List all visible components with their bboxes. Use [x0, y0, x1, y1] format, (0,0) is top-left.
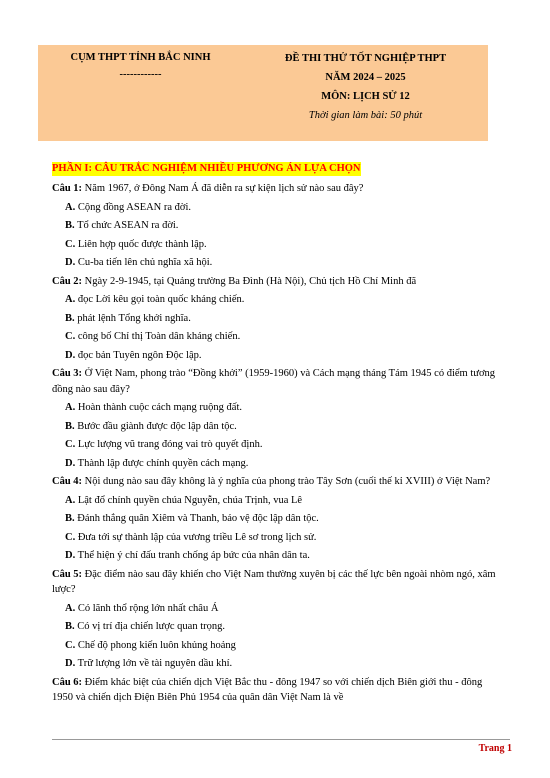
answer-option — [65, 200, 502, 216]
option-text: đọc Lời kêu gọi toàn quốc kháng chiến. — [75, 294, 245, 305]
option-text: Hoàn thành cuộc cách mạng ruộng đất. — [75, 402, 242, 413]
question-text: Điểm khác biệt của chiến dịch Việt Bắc thu - đông 1947 so với chiến dịch Biên giới thu - đông 1950 và chiến dịch Điện Biên Phủ 1954 của quân dân Việt Nam là về — [52, 676, 483, 703]
answer-option — [65, 493, 502, 509]
option-text: Lực lượng vũ trang đóng vai trò quyết định. — [75, 439, 263, 450]
option-letter: A. — [65, 494, 76, 506]
answer-option — [65, 348, 502, 364]
option-letter: D. — [65, 550, 76, 561]
option-letter: A. — [65, 602, 76, 614]
option-letter: B. — [65, 513, 75, 524]
answer-option — [65, 419, 502, 435]
exam-duration: Thời gian làm bài: 50 phút — [308, 110, 423, 121]
option-letter: B. — [65, 621, 75, 632]
header-left — [38, 49, 243, 83]
question-2 — [52, 274, 502, 290]
option-text: Có lãnh thổ rộng lớn nhất châu Á — [75, 602, 219, 614]
answer-option — [65, 619, 502, 635]
answer-option — [65, 548, 502, 564]
exam-content — [52, 162, 502, 709]
answer-option — [65, 638, 502, 654]
footer-divider — [52, 739, 510, 740]
exam-header — [38, 45, 488, 141]
answer-option — [65, 511, 502, 527]
option-letter: D. — [65, 457, 76, 469]
question-label: Câu 6: — [52, 676, 83, 688]
exam-year: NĂM 2024 – 2025 — [325, 72, 406, 83]
answer-option — [65, 456, 502, 472]
exam-title: ĐỀ THI THỬ TỐT NGHIỆP THPT — [284, 53, 447, 64]
question-label: Câu 5: — [52, 568, 83, 580]
question-label: Câu 2: — [52, 275, 83, 287]
header-divider: ------------ — [119, 69, 162, 80]
option-letter: B. — [65, 312, 75, 324]
answer-option — [65, 218, 502, 234]
question-text: Năm 1967, ở Đông Nam Á đã diễn ra sự kiện lịch sử nào sau đây? — [82, 183, 364, 194]
option-text: Có vị trí địa chiến lược quan trọng. — [74, 621, 225, 632]
option-text: Lật đổ chính quyền chúa Nguyễn, chúa Trịnh, vua Lê — [75, 494, 303, 506]
answer-option — [65, 292, 502, 308]
option-letter: C. — [65, 439, 76, 450]
question-text: Đặc điểm nào sau đây khiến cho Việt Nam thường xuyên bị các thế lực bên ngoài nhòm ngó, xâm lược? — [52, 568, 496, 595]
question-text: Ở Việt Nam, phong trào “Đồng khởi” (1959-1960) và Cách mạng tháng Tám 1945 có điểm tương đồng nào sau đây? — [52, 368, 495, 395]
question-1 — [52, 181, 502, 197]
option-letter: B. — [65, 220, 75, 231]
option-text: Bước đầu giành được độc lập dân tộc. — [74, 420, 237, 432]
option-letter: B. — [65, 420, 75, 432]
option-letter: D. — [65, 658, 76, 669]
option-text: Liên hợp quốc được thành lập. — [75, 238, 207, 250]
option-text: công bố Chỉ thị Toàn dân kháng chiến. — [75, 331, 241, 342]
option-text: đọc bản Tuyên ngôn Độc lập. — [75, 349, 202, 361]
option-text: Thể hiện ý chí đấu tranh chống áp bức của nhân dân ta. — [75, 550, 310, 561]
question-5 — [52, 567, 502, 598]
option-text: Đưa tới sự thành lập của vương triều Lê sơ trong lịch sử. — [75, 531, 317, 543]
option-letter: D. — [65, 257, 76, 268]
question-6 — [52, 675, 502, 706]
page-number: Trang 1 — [478, 743, 512, 754]
question-label: Câu 1: — [52, 183, 83, 194]
question-label: Câu 4: — [52, 476, 83, 487]
option-text: phát lệnh Tổng khởi nghĩa. — [74, 312, 191, 324]
option-letter: A. — [65, 402, 76, 413]
answer-option — [65, 400, 502, 416]
option-text: Đánh thắng quân Xiêm và Thanh, bảo vệ độc lập dân tộc. — [74, 513, 319, 524]
question-label: Câu 3: — [52, 368, 83, 379]
answer-option — [65, 437, 502, 453]
question-text: Nội dung nào sau đây không là ý nghĩa của phong trào Tây Sơn (cuối thế kỉ XVIII) ở Việt Nam? — [82, 476, 491, 487]
answer-option — [65, 601, 502, 617]
question-list — [52, 181, 502, 706]
option-letter: A. — [65, 201, 76, 213]
answer-option — [65, 237, 502, 253]
option-text: Tổ chức ASEAN ra đời. — [74, 220, 179, 231]
option-text: Thành lập được chính quyền cách mạng. — [75, 457, 249, 469]
question-text: Ngày 2-9-1945, tại Quảng trường Ba Đình (Hà Nội), Chủ tịch Hồ Chí Minh đã — [82, 275, 417, 287]
answer-option — [65, 255, 502, 271]
exam-subject: MÔN: LỊCH SỬ 12 — [321, 91, 410, 102]
option-text: Trữ lượng lớn về tài nguyên dầu khí. — [75, 658, 233, 669]
option-letter: C. — [65, 238, 76, 250]
option-text: Cu-ba tiến lên chủ nghĩa xã hội. — [75, 257, 213, 268]
question-4 — [52, 474, 502, 490]
option-letter: A. — [65, 294, 76, 305]
option-letter: D. — [65, 349, 76, 361]
answer-option — [65, 329, 502, 345]
school-cluster-name: CỤM THPT TỈNH BẮC NINH — [70, 52, 211, 63]
question-3 — [52, 366, 502, 397]
answer-option — [65, 311, 502, 327]
option-letter: C. — [65, 639, 76, 651]
answer-option — [65, 656, 502, 672]
answer-option — [65, 530, 502, 546]
option-letter: C. — [65, 531, 76, 543]
option-text: Cộng đồng ASEAN ra đời. — [75, 201, 192, 213]
section-title: PHẦN I: CÂU TRẮC NGHIỆM NHIỀU PHƯƠNG ÁN LỰA CHỌN — [52, 163, 361, 174]
header-right — [243, 49, 488, 125]
option-letter: C. — [65, 331, 76, 342]
option-text: Chế độ phong kiến luôn khủng hoảng — [75, 639, 236, 651]
